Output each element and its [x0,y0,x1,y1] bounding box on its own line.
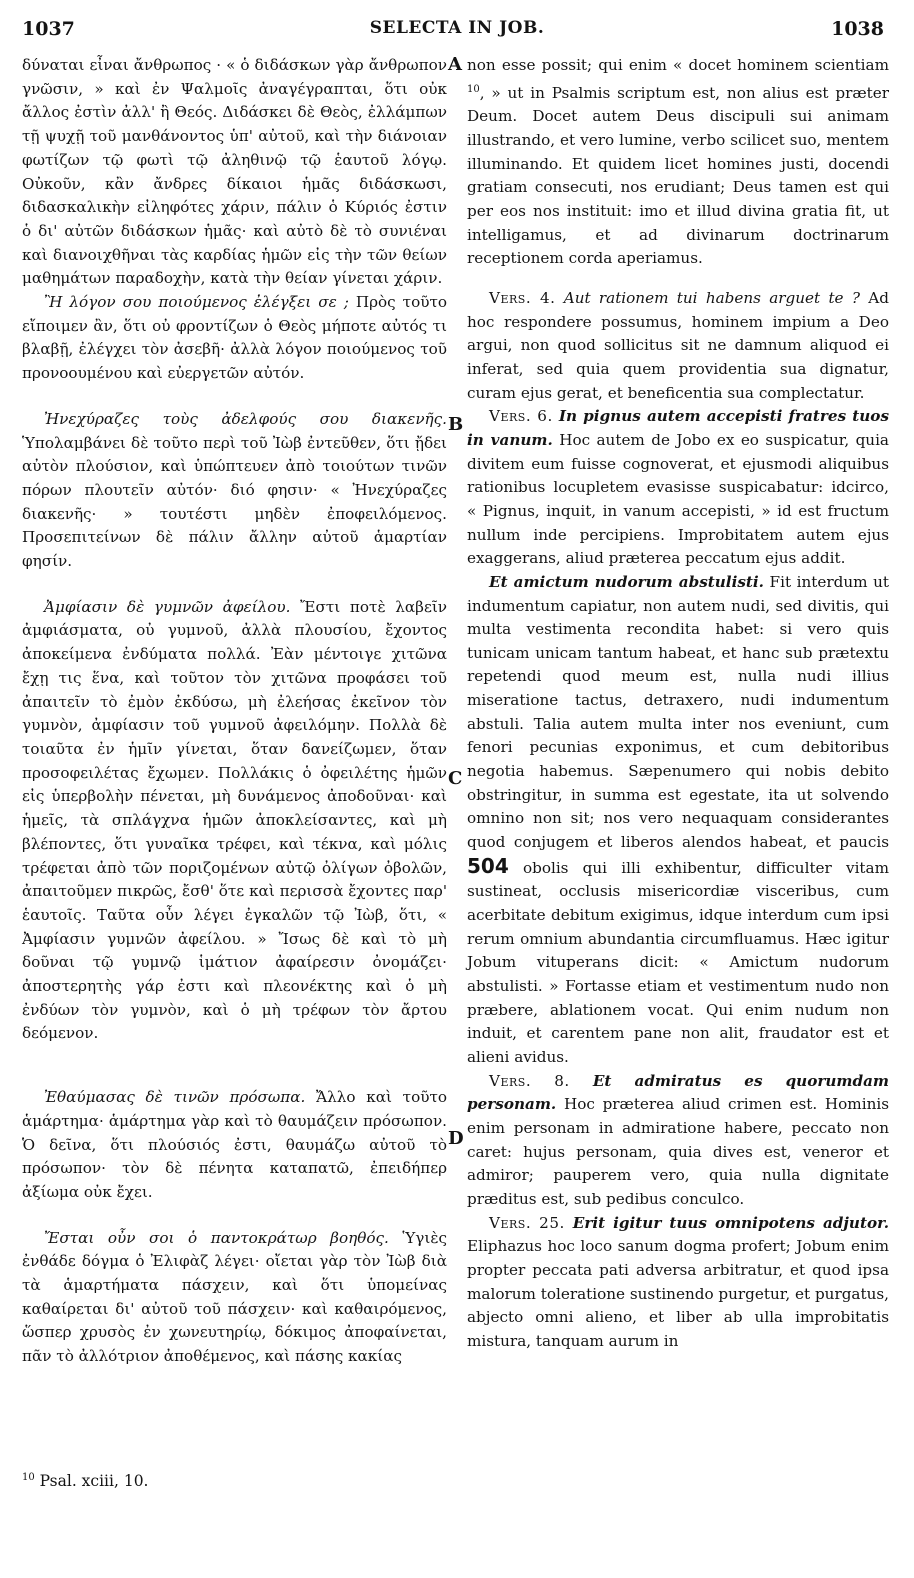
footnote-ref: 10 [467,83,480,95]
latin-lemma-amictum: Et amictum nudorum abstulisti. [489,572,764,591]
running-title: SELECTA IN JOB. [369,18,545,38]
page-number-right: 1038 [831,18,884,40]
latin-text-4: Ad hoc respondere possumus, hominem impium a Deo argui, non quod sollicitus sit ne damnum aliquod ei inferat, sed quia quem providentia sua dignatur, curam ejus gerat, et beneficentia sua complectatur. [467,288,889,402]
greek-paragraph-4 [22,596,447,1046]
verse-label-8: Vers. 8. [489,1071,570,1090]
latin-lemma-25: Erit igitur tuus omnipotens adjutor. [564,1213,889,1232]
latin-lemma-8: Et admiratus es quorumdam personam. [467,1071,890,1114]
page-header [0,14,914,44]
footnote-text: Psal. xciii, 10. [34,1472,149,1491]
footnote-number: 10 [22,1472,35,1483]
latin-text-1a: non esse possit; qui enim « docet hominem scientiam [467,56,889,74]
greek-paragraph-6 [22,1227,447,1369]
margin-marker-a: A [448,54,462,75]
greek-paragraph-1: δύναται εἶναι ἄνθρωπος · « ὁ διδάσκων γὰρ ἄνθρωπον γνῶσιν, » καὶ ἐν Ψαλμοῖς ἀναγέγραπται, ὅτι οὐκ ἄλλος ἐστὶν ἀλλ' ἢ Θεός. Διδάσκει δὲ Θεὸς, ἐλλάμπων τῇ ψυχῇ τοῦ μανθάνοντος ὑπ' αὐτοῦ, καὶ τὴν διάνοιαν φωτίζων τῷ φωτὶ τῷ ἀληθινῷ τῷ ἑαυτοῦ λόγῳ. Οὐκοῦν, κἂν ἄνδρες δίκαιοι ἡμᾶς διδάσκωσι, διδασκαλικὴν εἰληφότες χάριν, πάλιν ὁ Κύριός ἐστιν ὁ δι' αὐτῶν διδάσκων ἡμᾶς· καὶ αὐτὸ δὲ τὸ συνιέναι καὶ διανοιχθῆναι τὰς καρδίας ἡμῶν εἰς τὴν τῶν θείων μαθημάτων παραδοχὴν, κατὰ τὴν θείαν γίνεται χάριν. [22,56,447,288]
latin-paragraph-vers-8 [467,1070,889,1212]
greek-lemma-4: Ἀμφίασιν δὲ γυμνῶν ἀφείλου. [44,597,291,616]
latin-paragraph-amictum [467,571,889,1070]
greek-column [22,54,447,1369]
greek-text-2: Πρὸς τοῦτο εἴποιμεν ἂν, ὅτι οὐ φροντίζων ὁ Θεὸς μήποτε αὐτός τι βλαβῇ, ἐλέγχει τὸν ἀσεβῆ· ἀλλὰ λόγον ποιούμενος τοῦ προνοουμένου καὶ εὐεργετῶν αὐτόν. [22,293,447,383]
greek-lemma-3: Ἠνεχύραζες τοὺς ἀδελφούς σου διακενῆς. [44,409,447,428]
greek-paragraph-5 [22,1086,447,1205]
greek-lemma-6: Ἔσται οὖν σοι ὁ παντοκράτωρ βοηθός. [44,1228,389,1247]
latin-text-amictum-b: obolis qui illi exhibentur, difficulter vitam sustineat, occlusis misericordiæ visceribus, cum acerbitate debitum exigimus, idque interdum cum ipsi rerum omnium abundantia circumfluamus. Hæc igitur Jobum vituperans dicit: « Amictum nudorum abstulisti. » Fortasse etiam et vestimentum nudo non præbere, ablationem vocat. Qui enim nudum non induit, et carentem pane non alit, fraudator est et alieni avidus. [467,858,889,1066]
greek-text-3: Ὑπολαμβάνει δὲ τοῦτο περὶ τοῦ Ἰὼβ ἐντεῦθεν, ὅτι ᾔδει αὐτὸν πλούσιον, καὶ ὑπώπτευεν ἀπὸ τοιούτων τινῶν πόρων πλουτεῖν αὐτόν· διό φησιν· « Ἠνεχύραζες διακενῆς· » τουτέστι μηδὲν ἐποφειλόμενος. Προσεπιτείνων δὲ πάλιν ἄλλην αὐτοῦ ἁμαρτίαν φησίν. [22,433,447,571]
greek-lemma-2: Ἢ λόγον σου ποιούμενος ἐλέγξει σε ; [44,293,349,312]
margin-marker-c: C [448,768,463,789]
latin-paragraph-vers-25 [467,1212,889,1354]
latin-lemma-4: Aut rationem tui habens arguet te ? [555,288,860,307]
greek-text-5: Ἄλλο καὶ τοῦτο ἁμάρτημα· ἁμάρτημα γὰρ καὶ τὸ θαυμάζειν πρόσωπον. Ὁ δεῖνα, ὅτι πλούσιός ἐστι, θαυμάζω αὐτοῦ τὸ πρόσωπον· τὸν δὲ πένητα καταπατῶ, ἐπειδήπερ ἀξίωμα οὐκ ἔχει. [22,1088,447,1201]
margin-marker-d: D [448,1128,464,1149]
latin-lemma-6: In pignus autem accepisti fratres tuos in vanum. [467,407,889,449]
greek-text-6: Ὑγιὲς ἐνθάδε δόγμα ὁ Ἐλιφὰζ λέγει· οἴεται γὰρ τὸν Ἰὼβ διὰ τὰ ἁμαρτήματα πάσχειν, καὶ ὅτι ὑπομείνας καθαίρεται δι' αὐτοῦ τοῦ πάσχειν· καὶ καθαιρόμενος, ὥσπερ χρυσὸς ἐν χωνευτηρίῳ, δόκιμος ἀποφαίνεται, πᾶν τὸ ἀλλότριον ἀποθέμενος, καὶ πάσης κακίας [22,1228,447,1366]
page-number-left: 1037 [22,18,75,40]
verse-label-6: Vers. 6. [489,407,553,426]
latin-paragraph-vers-4 [467,287,889,405]
column-number: 504 [467,853,509,878]
verse-label-25: Vers. 25. [489,1213,565,1232]
latin-text-6: Hoc autem de Jobo ex eo suspicatur, quia divitem eum fuisse cognoverat, et ejusmodi aliquibus rationibus locupletem evasisse suspicabatur: idcirco, « Pignus, inquit, in vanum accepisti, » id est fructum nullum inde percipiens. Improbitatem autem ejus exaggerans, aliud præterea peccatum ejus addit. [467,430,889,568]
margin-marker-b: B [448,414,464,435]
greek-paragraph-2 [22,291,447,386]
footnote [22,1472,148,1490]
latin-paragraph-vers-6 [467,405,889,571]
greek-lemma-5: Ἐθαύμασας δὲ τινῶν πρόσωπα. [44,1088,306,1107]
latin-text-amictum-a: Fit interdum ut indumentum capiatur, non autem nudi, sed divitis, qui multa vestimenta recondita habet: si vero quis tunicam unicam tantum habeat, et hanc sub prætextu repetendi quod meum est, nulla nudi illius miseratione tactus, detraxero, nudi indumentum abstuli. Talia autem multa inter nos eveniunt, cum fenori pecunias exponimus, et cum debitoribus negotia habemus. Sæpenumero qui nobis debito obstringitur, in summa est egestate, ita ut solvendo omnino non sit; nos vero nequaquam considerantes quod conjugem et liberos alendos habeat, et paucis [467,572,890,852]
greek-paragraph-3 [22,408,447,574]
latin-text-8: Hoc præterea aliud crimen est. Hominis enim personam in admiratione habere, peccato non caret: hujus personam, quia dives est, veneror et admiror; pauperem vero, quia nulla dignitate præditus est, sub pedibus conculco. [467,1095,889,1208]
latin-paragraph-1 [467,54,889,271]
latin-column [467,54,889,1354]
greek-text-4: Ἔστι ποτὲ λαβεῖν ἀμφιάσματα, οὐ γυμνοῦ, ἀλλὰ πλουσίου, ἔχοντος ἀποκείμενα ἐνδύματα πολλά. Ἐὰν μέντοιγε χιτῶνα ἔχῃ τις ἕνα, καὶ τοῦτον τὸν χιτῶνα προφάσει τοῦ ἀπαιτεῖν τὸ ἐμὸν ἐκδύσω, μὴ ἐλεήσας ἐκεῖνον τὸν γυμνὸν, ἀμφίασιν τοῦ γυμνοῦ ἀφειλόμην. Πολλὰ δὲ τοιαῦτα ἐν ἡμῖν γίνεται, ὅταν δανείζωμεν, ὅταν προσοφειλέτας ἔχωμεν. Πολλάκις ὁ ὀφειλέτης ἡμῶν εἰς ὑπερβολὴν πένεται, μὴ δυνάμενος ἀποδοῦναι· καὶ ἡμεῖς, τὰ σπλάγχνα ἡμῶν ἀποκλείσαντες, καὶ μὴ βλέποντες, ὅτι γυναῖκα τρέφει, καὶ τέκνα, καὶ μόλις τρέφεται ἀπὸ τῶν ποριζομένων αὐτῷ ὀλίγων ὀβολῶν, ἀπαιτοῦμεν πικρῶς, ἔσθ' ὅτε καὶ περισσὰ ἔχοντες παρ' ἑαυτοῖς. Ταῦτα οὖν λέγει ἐγκαλῶν τῷ Ἰὼβ, ὅτι, « Ἀμφίασιν γυμνῶν ἀφείλου. » Ἴσως δὲ καὶ τὸ μὴ δοῦναι τῷ γυμνῷ ἱμάτιον ἀφαίρεσιν ὀνομάζει· ἀποστερητὴς γάρ ἐστι καὶ πλεονέκτης καὶ ὁ μὴ ἐνδύων τὸν γυμνὸν, καὶ ὁ μὴ τρέφων τὸν ἄρτου δεόμενον. [22,597,448,1043]
latin-text-25: Eliphazus hoc loco sanum dogma profert; Jobum enim propter peccata pati adversa arbitratur, et quod ipsa malorum toleratione sustinendo purgetur, et purgatus, abjecto omni alieno, et liber ab ulla improbitatis mistura, tanquam aurum in [467,1237,889,1350]
verse-label-4: Vers. 4. [489,288,556,307]
latin-text-1b: , » ut in Psalmis scriptum est, non alius est præter Deum. Docet autem Deus discipuli sui animam illustrando, et vero lumine, verbo scilicet suo, mentem illuminando. Et quidem licet homines justi, docendi gratiam consecuti, nos erudiant; Deus tamen est qui per eos nos instituit: imo et illud divina gratia fit, ut intelligamus, et ad divinarum doctrinarum receptionem corda aperiamus. [467,83,889,268]
